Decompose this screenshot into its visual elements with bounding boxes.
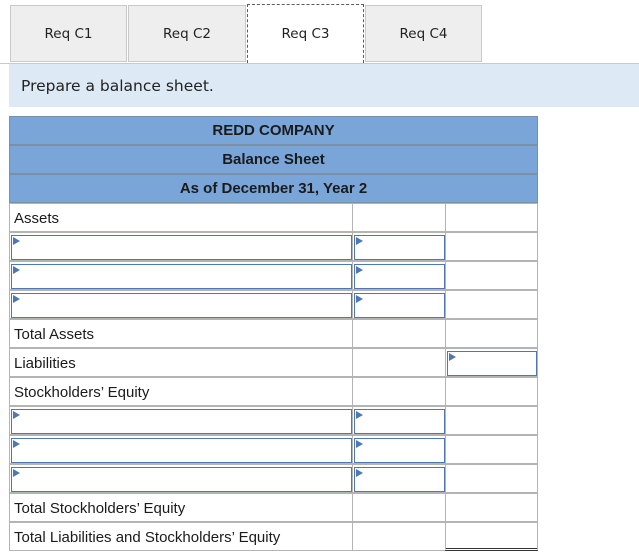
asset-row bbox=[9, 290, 538, 319]
assets-header-row bbox=[9, 203, 538, 232]
total-equity-label: Total Stockholders’ Equity bbox=[14, 500, 186, 517]
dropdown-marker-icon bbox=[356, 440, 363, 448]
liabilities-row bbox=[9, 348, 538, 377]
assets-label: Assets bbox=[14, 210, 60, 227]
asset-amount-input[interactable] bbox=[354, 235, 445, 260]
equity-label: Stockholders’ Equity bbox=[14, 384, 150, 401]
equity-account-select[interactable] bbox=[11, 438, 352, 463]
equity-row bbox=[9, 406, 538, 435]
company-name: REDD COMPANY bbox=[9, 116, 538, 145]
tab-req-c2[interactable]: Req C2 bbox=[128, 5, 246, 62]
dropdown-marker-icon bbox=[356, 295, 363, 303]
asset-row bbox=[9, 261, 538, 290]
tab-req-c3[interactable]: Req C3 bbox=[247, 4, 364, 63]
sheet-title: Balance Sheet bbox=[9, 145, 538, 174]
dropdown-marker-icon bbox=[13, 237, 20, 245]
equity-account-select[interactable] bbox=[11, 467, 352, 492]
instruction-banner bbox=[9, 64, 639, 107]
sheet-date: As of December 31, Year 2 bbox=[9, 174, 538, 203]
total-liab-equity-label: Total Liabilities and Stockholders’ Equity bbox=[14, 529, 281, 546]
equity-account-select[interactable] bbox=[11, 409, 352, 434]
dropdown-marker-icon bbox=[13, 295, 20, 303]
liabilities-label: Liabilities bbox=[14, 355, 76, 372]
total-equity-row bbox=[9, 493, 538, 522]
equity-amount-input[interactable] bbox=[354, 438, 445, 463]
dropdown-marker-icon bbox=[356, 237, 363, 245]
asset-account-select[interactable] bbox=[11, 235, 352, 260]
instruction-text: Prepare a balance sheet. bbox=[21, 76, 214, 95]
liabilities-amount-input[interactable] bbox=[447, 351, 537, 376]
dropdown-marker-icon bbox=[356, 469, 363, 477]
equity-amount-input[interactable] bbox=[354, 467, 445, 492]
dropdown-marker-icon bbox=[13, 469, 20, 477]
total-assets-row bbox=[9, 319, 538, 348]
equity-header-row bbox=[9, 377, 538, 406]
dropdown-marker-icon bbox=[13, 266, 20, 274]
total-assets-label: Total Assets bbox=[14, 326, 95, 343]
dropdown-marker-icon bbox=[356, 411, 363, 419]
equity-amount-input[interactable] bbox=[354, 409, 445, 434]
asset-account-select[interactable] bbox=[11, 293, 352, 318]
equity-row bbox=[9, 435, 538, 464]
dropdown-marker-icon bbox=[356, 266, 363, 274]
asset-row bbox=[9, 232, 538, 261]
total-liab-equity-row bbox=[9, 522, 538, 551]
equity-row bbox=[9, 464, 538, 493]
tab-req-c1[interactable]: Req C1 bbox=[10, 5, 127, 62]
asset-amount-input[interactable] bbox=[354, 264, 445, 289]
tab-req-c4[interactable]: Req C4 bbox=[365, 5, 482, 62]
dropdown-marker-icon bbox=[13, 411, 20, 419]
dropdown-marker-icon bbox=[13, 440, 20, 448]
asset-amount-input[interactable] bbox=[354, 293, 445, 318]
total-liab-equity-amount bbox=[445, 522, 538, 551]
dropdown-marker-icon bbox=[449, 353, 456, 361]
asset-account-select[interactable] bbox=[11, 264, 352, 289]
